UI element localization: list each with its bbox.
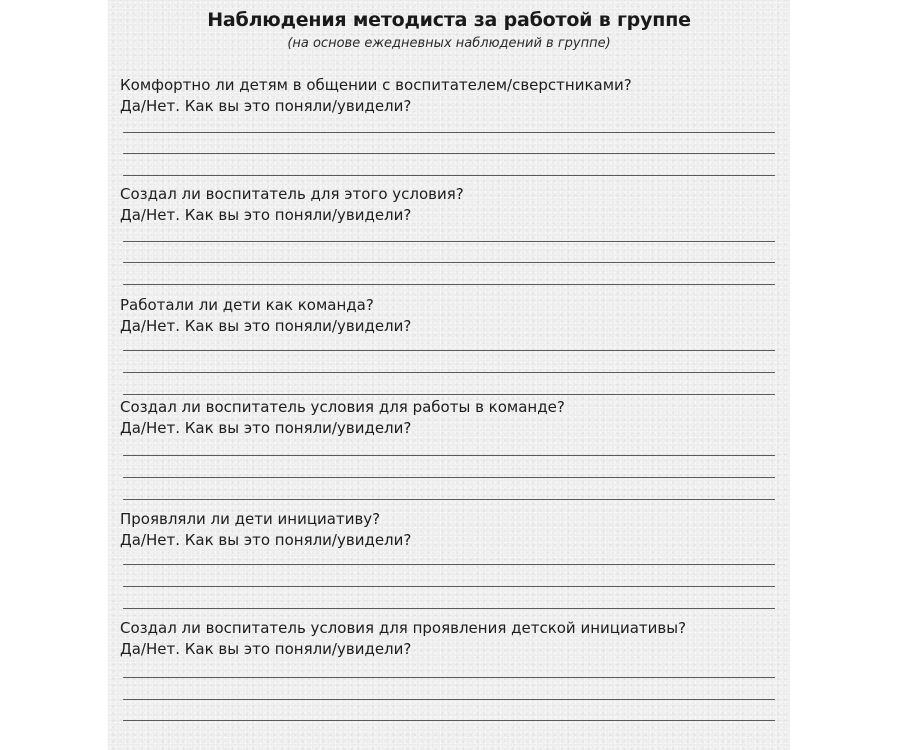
answer-prompt: Да/Нет. Как вы это поняли/увидели?	[120, 419, 412, 437]
answer-prompt: Да/Нет. Как вы это поняли/увидели?	[120, 317, 412, 335]
answer-line[interactable]	[123, 608, 775, 609]
answer-line[interactable]	[123, 499, 775, 500]
answer-prompt: Да/Нет. Как вы это поняли/увидели?	[120, 97, 412, 115]
question-block-3	[120, 295, 775, 337]
question-block-4	[120, 397, 775, 439]
answer-line[interactable]	[123, 677, 775, 678]
answer-prompt: Да/Нет. Как вы это поняли/увидели?	[120, 531, 412, 549]
answer-prompt: Да/Нет. Как вы это поняли/увидели?	[120, 640, 412, 658]
question-text: Создал ли воспитатель условия для работы в команде?	[120, 398, 565, 416]
answer-line[interactable]	[123, 699, 775, 700]
answer-line[interactable]	[123, 586, 775, 587]
answer-line[interactable]	[123, 720, 775, 721]
answer-line[interactable]	[123, 477, 775, 478]
answer-line[interactable]	[123, 350, 775, 351]
answer-line[interactable]	[123, 564, 775, 565]
page-subtitle: (на основе ежедневных наблюдений в группе)	[287, 36, 611, 51]
question-block-2	[120, 184, 775, 226]
question-block-6	[120, 618, 775, 660]
answer-line[interactable]	[123, 241, 775, 242]
question-text: Комфортно ли детям в общении с воспитателем/сверстниками?	[120, 76, 632, 94]
question-text: Создал ли воспитатель условия для проявления детской инициативы?	[120, 619, 687, 637]
answer-line[interactable]	[123, 284, 775, 285]
answer-line[interactable]	[123, 132, 775, 133]
question-text: Проявляли ли дети инициативу?	[120, 510, 381, 528]
question-block-5	[120, 509, 775, 551]
answer-line[interactable]	[123, 394, 775, 395]
answer-line[interactable]	[123, 153, 775, 154]
question-text: Создал ли воспитатель для этого условия?	[120, 185, 464, 203]
answer-line[interactable]	[123, 455, 775, 456]
worksheet-page	[108, 0, 790, 750]
answer-prompt: Да/Нет. Как вы это поняли/увидели?	[120, 206, 412, 224]
answer-line[interactable]	[123, 262, 775, 263]
answer-line[interactable]	[123, 175, 775, 176]
page-title: Наблюдения методиста за работой в группе	[207, 9, 691, 31]
answer-line[interactable]	[123, 372, 775, 373]
question-text: Работали ли дети как команда?	[120, 296, 374, 314]
question-block-1	[120, 75, 775, 117]
